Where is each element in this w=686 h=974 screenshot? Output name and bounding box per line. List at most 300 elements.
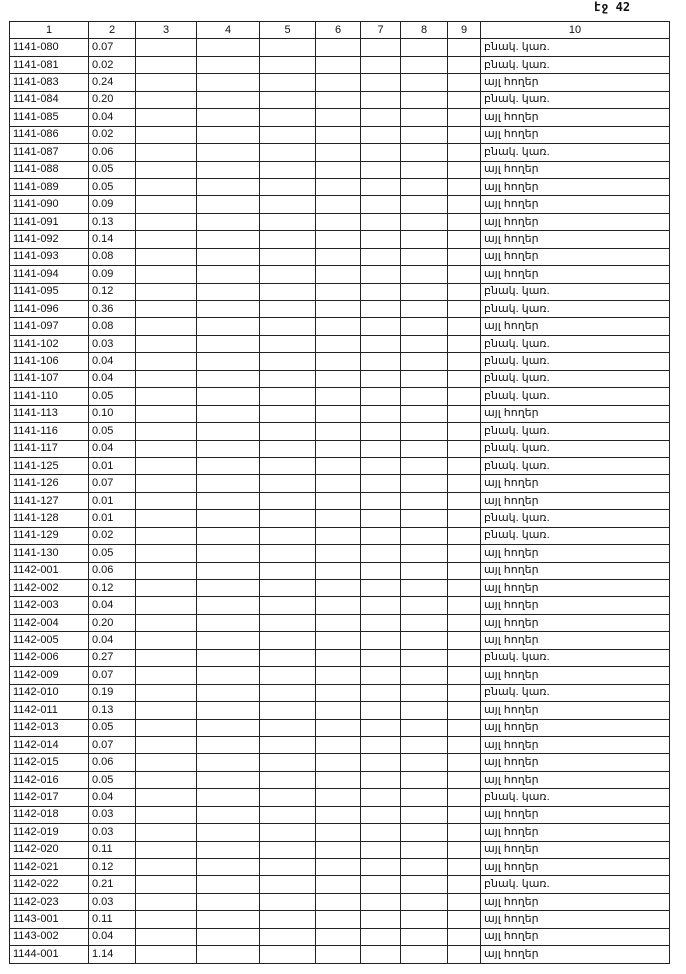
col6-cell [316,457,361,474]
parcel-id-cell: 1142-006 [10,649,89,666]
land-type-cell: բնակ. կառ. [481,301,670,318]
col4-cell [197,161,260,178]
table-row [10,946,670,963]
area-cell: 0.07 [89,39,136,56]
col7-cell [361,736,401,753]
col3-cell [136,475,197,492]
col7-cell [361,301,401,318]
col4-cell [197,353,260,370]
area-cell: 0.24 [89,74,136,91]
col9-cell [448,876,481,893]
area-cell: 0.01 [89,457,136,474]
table-row [10,911,670,928]
col5-cell [260,248,316,265]
col4-cell [197,928,260,945]
col8-cell [401,423,448,440]
table-row [10,719,670,736]
land-type-cell: բնակ. կառ. [481,684,670,701]
col8-cell [401,702,448,719]
col5-cell [260,649,316,666]
col8-cell [401,719,448,736]
table-row [10,928,670,945]
col9-cell [448,405,481,422]
col9-cell [448,492,481,509]
col5-cell [260,283,316,300]
area-cell: 0.09 [89,266,136,283]
col4-cell [197,545,260,562]
col7-cell [361,74,401,91]
table-row [10,510,670,527]
col5-cell [260,667,316,684]
col3-cell [136,684,197,701]
area-cell: 0.07 [89,667,136,684]
parcel-id-cell: 1143-002 [10,928,89,945]
col7-cell [361,562,401,579]
land-type-cell: այլ հողեր [481,475,670,492]
col3-cell [136,597,197,614]
col8-cell [401,388,448,405]
col3-cell [136,754,197,771]
col3-cell [136,824,197,841]
table-row [10,440,670,457]
area-cell: 0.06 [89,562,136,579]
col9-cell [448,335,481,352]
parcel-id-cell: 1141-125 [10,457,89,474]
land-type-cell: բնակ. կառ. [481,144,670,161]
col-header-4: 4 [197,22,260,39]
land-type-cell: այլ հողեր [481,597,670,614]
table-row [10,144,670,161]
col4-cell [197,824,260,841]
col-header-8: 8 [401,22,448,39]
col4-cell [197,771,260,788]
col4-cell [197,580,260,597]
col6-cell [316,893,361,910]
table-row [10,824,670,841]
col3-cell [136,736,197,753]
col7-cell [361,893,401,910]
parcel-id-cell: 1141-129 [10,527,89,544]
col7-cell [361,283,401,300]
col9-cell [448,806,481,823]
col9-cell [448,109,481,126]
parcel-id-cell: 1143-001 [10,911,89,928]
col3-cell [136,893,197,910]
land-type-cell: այլ հողեր [481,545,670,562]
col4-cell [197,423,260,440]
col9-cell [448,911,481,928]
col7-cell [361,841,401,858]
col3-cell [136,614,197,631]
col7-cell [361,684,401,701]
col4-cell [197,213,260,230]
col9-cell [448,667,481,684]
col5-cell [260,457,316,474]
col6-cell [316,178,361,195]
col5-cell [260,492,316,509]
col9-cell [448,510,481,527]
land-type-cell: բնակ. կառ. [481,56,670,73]
table-row [10,789,670,806]
col3-cell [136,388,197,405]
col4-cell [197,335,260,352]
col6-cell [316,56,361,73]
area-cell: 0.04 [89,789,136,806]
col6-cell [316,423,361,440]
col6-cell [316,318,361,335]
table-row [10,161,670,178]
col8-cell [401,492,448,509]
col6-cell [316,231,361,248]
parcel-id-cell: 1142-023 [10,893,89,910]
land-type-cell: այլ հողեր [481,266,670,283]
col5-cell [260,684,316,701]
parcel-id-cell: 1141-084 [10,91,89,108]
col7-cell [361,196,401,213]
col9-cell [448,527,481,544]
col3-cell [136,719,197,736]
col6-cell [316,771,361,788]
table-row [10,771,670,788]
col7-cell [361,39,401,56]
col6-cell [316,335,361,352]
col3-cell [136,266,197,283]
col3-cell [136,74,197,91]
parcel-id-cell: 1142-013 [10,719,89,736]
col6-cell [316,527,361,544]
col4-cell [197,39,260,56]
col7-cell [361,492,401,509]
table-row [10,649,670,666]
table-row [10,457,670,474]
land-type-cell: այլ հողեր [481,702,670,719]
col4-cell [197,614,260,631]
land-type-cell: բնակ. կառ. [481,649,670,666]
col3-cell [136,213,197,230]
area-cell: 0.04 [89,632,136,649]
col7-cell [361,91,401,108]
col9-cell [448,91,481,108]
col6-cell [316,353,361,370]
col-header-2: 2 [89,22,136,39]
col8-cell [401,109,448,126]
parcel-id-cell: 1141-085 [10,109,89,126]
table-row [10,893,670,910]
col7-cell [361,248,401,265]
col5-cell [260,370,316,387]
col3-cell [136,405,197,422]
col3-cell [136,806,197,823]
col-header-1: 1 [10,22,89,39]
col5-cell [260,754,316,771]
area-cell: 0.02 [89,126,136,143]
col7-cell [361,178,401,195]
col9-cell [448,457,481,474]
col9-cell [448,789,481,806]
parcel-id-cell: 1141-116 [10,423,89,440]
parcel-id-cell: 1141-083 [10,74,89,91]
col8-cell [401,231,448,248]
col8-cell [401,545,448,562]
col8-cell [401,335,448,352]
col6-cell [316,754,361,771]
col9-cell [448,126,481,143]
col5-cell [260,632,316,649]
parcel-id-cell: 1142-022 [10,876,89,893]
area-cell: 0.06 [89,754,136,771]
col9-cell [448,213,481,230]
table-row [10,56,670,73]
col4-cell [197,109,260,126]
col3-cell [136,126,197,143]
col5-cell [260,109,316,126]
col3-cell [136,876,197,893]
parcel-id-cell: 1141-093 [10,248,89,265]
col7-cell [361,876,401,893]
col3-cell [136,231,197,248]
land-type-cell: այլ հողեր [481,231,670,248]
area-cell: 0.04 [89,597,136,614]
parcel-id-cell: 1141-090 [10,196,89,213]
col3-cell [136,667,197,684]
col4-cell [197,56,260,73]
land-type-cell: այլ հողեր [481,562,670,579]
col8-cell [401,771,448,788]
col7-cell [361,353,401,370]
parcel-id-cell: 1141-081 [10,56,89,73]
col7-cell [361,946,401,963]
col6-cell [316,824,361,841]
col7-cell [361,859,401,876]
table-row [10,876,670,893]
col7-cell [361,911,401,928]
table-row [10,370,670,387]
area-cell: 0.04 [89,928,136,945]
table-row [10,702,670,719]
col9-cell [448,928,481,945]
col5-cell [260,91,316,108]
area-cell: 0.12 [89,859,136,876]
table-row [10,335,670,352]
col8-cell [401,283,448,300]
col4-cell [197,457,260,474]
col7-cell [361,126,401,143]
col3-cell [136,301,197,318]
col3-cell [136,39,197,56]
col8-cell [401,632,448,649]
col5-cell [260,719,316,736]
col3-cell [136,335,197,352]
land-type-cell: այլ հողեր [481,318,670,335]
col6-cell [316,702,361,719]
land-type-cell: այլ հողեր [481,580,670,597]
col5-cell [260,405,316,422]
col7-cell [361,614,401,631]
col3-cell [136,353,197,370]
col3-cell [136,318,197,335]
col5-cell [260,946,316,963]
land-type-cell: այլ հողեր [481,161,670,178]
land-type-cell: բնակ. կառ. [481,440,670,457]
table-row [10,475,670,492]
table-row [10,492,670,509]
col7-cell [361,789,401,806]
area-cell: 0.05 [89,388,136,405]
col8-cell [401,876,448,893]
parcel-id-cell: 1142-011 [10,702,89,719]
col5-cell [260,597,316,614]
col9-cell [448,719,481,736]
col7-cell [361,405,401,422]
col9-cell [448,841,481,858]
area-cell: 1.14 [89,946,136,963]
col7-cell [361,771,401,788]
col9-cell [448,736,481,753]
col3-cell [136,649,197,666]
parcel-id-cell: 1141-089 [10,178,89,195]
col4-cell [197,893,260,910]
col8-cell [401,475,448,492]
col5-cell [260,213,316,230]
col7-cell [361,510,401,527]
area-cell: 0.02 [89,527,136,544]
land-type-cell: այլ հողեր [481,109,670,126]
col4-cell [197,475,260,492]
area-cell: 0.06 [89,144,136,161]
col4-cell [197,946,260,963]
land-type-cell: բնակ. կառ. [481,423,670,440]
col4-cell [197,806,260,823]
col9-cell [448,423,481,440]
col7-cell [361,824,401,841]
col5-cell [260,859,316,876]
col8-cell [401,928,448,945]
area-cell: 0.04 [89,440,136,457]
col3-cell [136,562,197,579]
col4-cell [197,754,260,771]
col3-cell [136,580,197,597]
col4-cell [197,719,260,736]
col9-cell [448,388,481,405]
table-row [10,667,670,684]
area-cell: 0.19 [89,684,136,701]
col3-cell [136,632,197,649]
land-type-cell: բնակ. կառ. [481,39,670,56]
land-type-cell: այլ հողեր [481,213,670,230]
col6-cell [316,161,361,178]
col6-cell [316,562,361,579]
table-row [10,283,670,300]
land-type-cell: բնակ. կառ. [481,335,670,352]
col3-cell [136,161,197,178]
parcel-id-cell: 1142-015 [10,754,89,771]
col5-cell [260,161,316,178]
col-header-9: 9 [448,22,481,39]
col4-cell [197,702,260,719]
col9-cell [448,562,481,579]
col6-cell [316,667,361,684]
col8-cell [401,144,448,161]
col6-cell [316,144,361,161]
table-row [10,39,670,56]
col4-cell [197,231,260,248]
parcel-id-cell: 1144-001 [10,946,89,963]
col9-cell [448,684,481,701]
area-cell: 0.13 [89,213,136,230]
area-cell: 0.01 [89,510,136,527]
col7-cell [361,423,401,440]
land-type-cell: այլ հողեր [481,841,670,858]
col9-cell [448,248,481,265]
col9-cell [448,39,481,56]
col6-cell [316,841,361,858]
parcel-id-cell: 1141-092 [10,231,89,248]
col7-cell [361,475,401,492]
col9-cell [448,475,481,492]
parcel-id-cell: 1142-003 [10,597,89,614]
parcel-id-cell: 1141-086 [10,126,89,143]
col6-cell [316,266,361,283]
land-type-cell: բնակ. կառ. [481,388,670,405]
col9-cell [448,597,481,614]
col6-cell [316,388,361,405]
col5-cell [260,56,316,73]
col6-cell [316,859,361,876]
col8-cell [401,806,448,823]
col7-cell [361,266,401,283]
parcel-id-cell: 1142-001 [10,562,89,579]
col3-cell [136,859,197,876]
col5-cell [260,510,316,527]
col9-cell [448,318,481,335]
col9-cell [448,649,481,666]
col3-cell [136,527,197,544]
col4-cell [197,876,260,893]
col5-cell [260,335,316,352]
area-cell: 0.12 [89,580,136,597]
col4-cell [197,126,260,143]
col6-cell [316,684,361,701]
land-type-cell: բնակ. կառ. [481,876,670,893]
table-row [10,91,670,108]
col3-cell [136,178,197,195]
col6-cell [316,806,361,823]
land-type-cell: բնակ. կառ. [481,789,670,806]
col8-cell [401,318,448,335]
col3-cell [136,457,197,474]
col8-cell [401,614,448,631]
col7-cell [361,370,401,387]
col5-cell [260,388,316,405]
land-type-cell: այլ հողեր [481,492,670,509]
col5-cell [260,353,316,370]
table-row [10,545,670,562]
land-type-cell: այլ հողեր [481,754,670,771]
table-row [10,580,670,597]
land-type-cell: այլ հողեր [481,736,670,753]
parcel-id-cell: 1141-106 [10,353,89,370]
col4-cell [197,248,260,265]
area-cell: 0.11 [89,841,136,858]
col3-cell [136,789,197,806]
col6-cell [316,545,361,562]
col8-cell [401,457,448,474]
col3-cell [136,492,197,509]
land-type-cell: այլ հողեր [481,248,670,265]
parcel-id-cell: 1142-019 [10,824,89,841]
col4-cell [197,527,260,544]
col7-cell [361,632,401,649]
